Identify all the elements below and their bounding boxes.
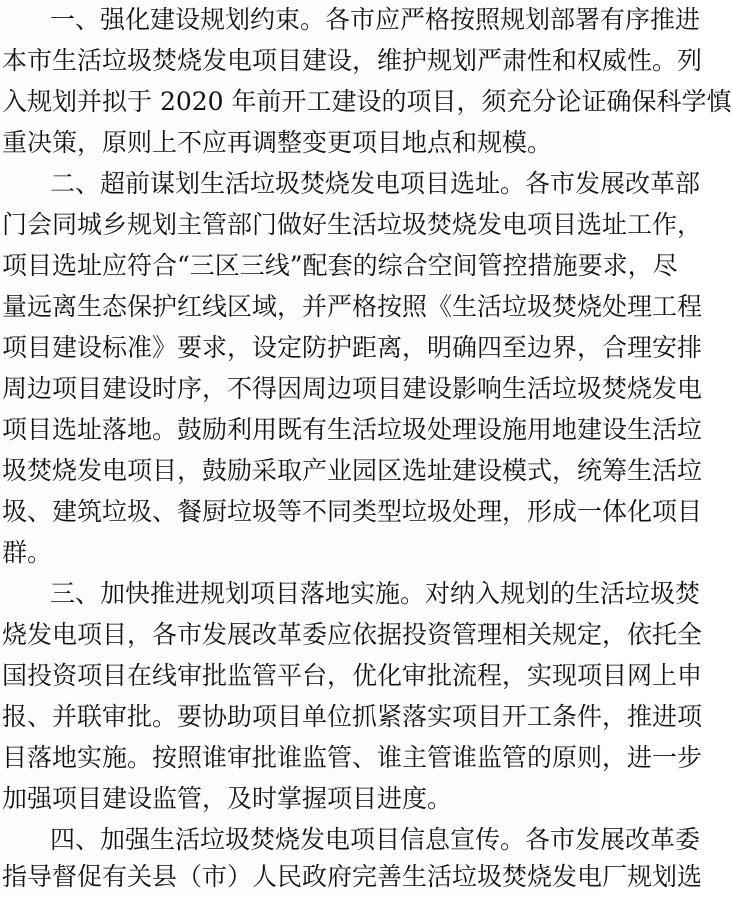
paragraph-1-line-4: 重决策，原则上不应再调整变更项目地点和规模。 — [2, 128, 553, 157]
paragraph-2-line-8: 圾焚烧发电项目，鼓励采取产业园区选址建设模式，统筹生活垃 — [2, 456, 703, 485]
paragraph-2-line-7: 项目选址落地。鼓励利用既有生活垃圾处理设施用地建设生活垃 — [2, 415, 703, 444]
paragraph-2-line-6: 周边项目建设时序，不得因周边项目建设影响生活垃圾焚烧发电 — [2, 374, 703, 403]
paragraph-3-line-4: 报、并联审批。要协助项目单位抓紧落实项目开工条件，推进项 — [2, 702, 703, 731]
paragraph-2-line-1: 二、超前谋划生活垃圾焚烧发电项目选址。各市发展改革部 — [50, 169, 701, 198]
paragraph-1-line-3: 入规划并拟于 2020 年前开工建设的项目，须充分论证确保科学慎 — [2, 87, 732, 116]
paragraph-4-line-2: 指导督促有关县（市）人民政府完善生活垃圾焚烧发电厂规划选 — [2, 862, 703, 891]
paragraph-2-line-9: 圾、建筑垃圾、餐厨垃圾等不同类型垃圾处理，形成一体化项目 — [2, 497, 703, 526]
paragraph-4-line-1: 四、加强生活垃圾焚烧发电项目信息宣传。各市发展改革委 — [50, 825, 701, 854]
paragraph-2-line-10: 群。 — [2, 538, 53, 567]
paragraph-3-line-5: 目落地实施。按照谁审批谁监管、谁主管谁监管的原则，进一步 — [2, 743, 703, 772]
paragraph-1-line-1: 一、强化建设规划约束。各市应严格按照规划部署有序推进 — [50, 5, 701, 34]
paragraph-3-line-3: 国投资项目在线审批监管平台，优化审批流程，实现项目网上申 — [2, 661, 703, 690]
paragraph-2-line-2: 门会同城乡规划主管部门做好生活垃圾焚烧发电项目选址工作， — [2, 210, 703, 239]
paragraph-2-line-4: 量远离生态保护红线区域，并严格按照《生活垃圾焚烧处理工程 — [2, 292, 703, 321]
paragraph-1-line-2: 本市生活垃圾焚烧发电项目建设，维护规划严肃性和权威性。列 — [2, 46, 703, 75]
paragraph-3-line-2: 烧发电项目，各市发展改革委应依据投资管理相关规定，依托全 — [2, 620, 703, 649]
paragraph-2-line-3: 项目选址应符合“三区三线”配套的综合空间管控措施要求，尽 — [2, 251, 678, 280]
paragraph-3-line-1: 三、加快推进规划项目落地实施。对纳入规划的生活垃圾焚 — [50, 579, 701, 608]
paragraph-2-line-5: 项目建设标准》要求，设定防护距离，明确四至边界，合理安排 — [2, 333, 703, 362]
paragraph-3-line-6: 加强项目建设监管，及时掌握项目进度。 — [2, 784, 453, 813]
